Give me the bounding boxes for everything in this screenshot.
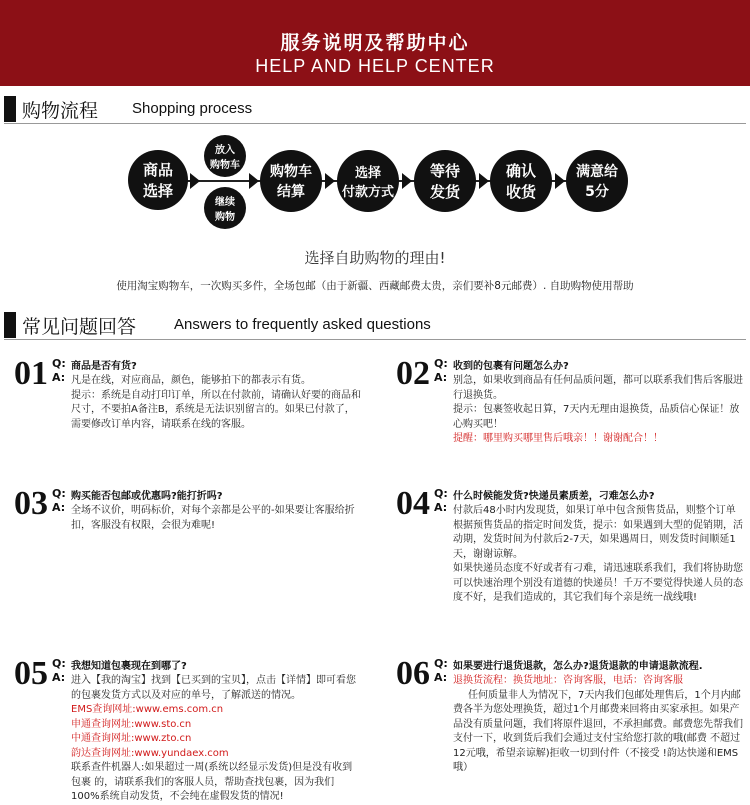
faq-number: 05 (14, 655, 48, 692)
faq-question: 如果要进行退货退款，怎么办?退货退款的申请退款流程. (453, 661, 703, 672)
header-banner (0, 0, 750, 86)
question-label: Q: (52, 487, 66, 500)
faq-number: 06 (396, 655, 430, 692)
answer-label: A: (52, 671, 66, 684)
answer-label: A: (52, 371, 66, 384)
faq-question: 我想知道包裹现在到哪了? (71, 661, 187, 672)
step-choose-payment: 选择 付款方式 (337, 150, 399, 212)
faq-number: 01 (14, 355, 48, 392)
faq-item-04 (396, 487, 741, 627)
banner-title-en: HELP AND HELP CENTER (255, 56, 495, 76)
question-label: Q: (434, 487, 448, 500)
section-marker-bar (4, 312, 16, 338)
return-process-note: 退换货流程：换货地址：咨询客服，电话：咨询客服 (453, 675, 683, 686)
arrow-right-icon (249, 173, 259, 189)
faq-number: 02 (396, 355, 430, 392)
faq-item-01 (14, 357, 359, 457)
faq-question: 商品是否有货? (71, 361, 137, 372)
step-cart-checkout: 购物车 结算 (260, 150, 322, 212)
faq-question: 购买能否包邮或优惠吗?能打折吗? (71, 491, 223, 502)
faq-number: 04 (396, 485, 430, 522)
ems-tracking-link[interactable]: EMS查询网址:www.ems.com.cn (71, 704, 224, 715)
step-continue-shopping: 继续 购物 (204, 187, 246, 229)
question-label: Q: (52, 657, 66, 670)
section-divider (4, 123, 746, 124)
answer-label: A: (434, 371, 448, 384)
zto-tracking-link[interactable]: 中通查询网址:www.zto.cn (71, 733, 192, 744)
faq-answer: 付款后48小时内发现货，如果订单中包含预售货品，则整个订单根据预售货品的指定时间发货，提示：如果遇到大型的促销期，活动期，发货时间为付款后2-7天，如果遇周日，则发货时间顺延1天，谢谢谅解。 如果快递员态度不好或者有刁难，请迅速联系我们，我们将协助您可以快速治理个别没有道德的快递员！千万不要觉得快递人员的态度不好，是我们造成的，其它我们每个亲是统一战线哦! (453, 505, 743, 603)
arrow-right-icon (325, 173, 335, 189)
section-marker-bar (4, 96, 16, 122)
answer-label: A: (434, 501, 448, 514)
faq-answer: 全场不议价，明码标价，对每个亲都是公平的-如果要让客服给折扣，客服没有权限，会很为难呢! (71, 505, 355, 531)
banner-title-cn: 服务说明及帮助中心 (280, 32, 470, 54)
faq-number: 03 (14, 485, 48, 522)
yunda-tracking-link[interactable]: 韵达查询网址:www.yundaex.com (71, 747, 229, 759)
faq-reminder: 提醒：哪里购买哪里售后哦亲！！谢谢配合！！ (453, 433, 663, 444)
reason-title: 选择自助购物的理由! (304, 249, 446, 267)
faq-question: 什么时候能发货?快递员素质差，刁难怎么办? (453, 491, 655, 502)
faq-section-title: 常见问题回答 (22, 316, 137, 338)
arrow-right-icon (402, 173, 412, 189)
faq-answer: 凡是在线，对应商品，颜色，能够拍下的都表示有货。 提示：系统是自动打印订单，所以在付款前，请确认好要的商品和尺寸，不要拍A备注B，系统是无法识别留言的。如果已付款了，需要修改订单内容，请联系在线的客服。 (71, 375, 361, 430)
sto-tracking-link[interactable]: 申通查询网址:www.sto.cn (71, 718, 192, 730)
question-label: Q: (434, 657, 448, 670)
step-add-to-cart: 放入 购物车 (204, 135, 246, 177)
faq-answer: 退换货流程：换货地址：咨询客服，电话：咨询客服 任何质量非人为情况下，7天内我们包邮处理售后，1个月内邮费各半为您处理换货，超过1个月邮费来回将由买家承担。如果产品没有质量问题，我们将原件退回，不承担邮费。邮费您先帮我们支付一下，收到货后我们会通过支付宝给您打款的哦(邮费 不超过12元哦，希望亲谅解)拒收一切到付件（不接受 !韵达快递和EMS哦） (453, 675, 743, 773)
shopping-section-title: 购物流程 (22, 100, 99, 122)
reason-text: 使用淘宝购物车，一次购买多件，全场包邮（由于新疆、西藏邮费太贵，亲们要补8元邮费）. 自助购物使用帮助 (116, 280, 634, 292)
faq-question: 收到的包裹有问题怎么办? (453, 361, 569, 372)
faq-item-03 (14, 487, 359, 557)
shopping-section-subtitle: Shopping process (132, 100, 253, 117)
faq-item-02 (396, 357, 741, 457)
faq-answer: 进入【我的淘宝】找到【已买到的宝贝】，点击【详情】即可看您的包裹发货方式以及对应的单号，了解派送的情况。 EMS查询网址:www.ems.com.cn 申通查询网址:www.sto.cn 中通查询网址:www.zto.cn 韵达查询网址:www.yundaex.com 联系查件机器人:如果超过一周(系统以经显示发货)但是没有收到包裹 的，请联系我们的客服人员，帮助查找包裹，因为我们100%系统自动发货，不会纯在虚假发货的情况! (71, 674, 361, 805)
question-label: Q: (52, 357, 66, 370)
arrow-right-icon (190, 173, 200, 189)
step-five-star-rating: 满意给 5分 (566, 150, 628, 212)
step-wait-shipping: 等待 发货 (414, 150, 476, 212)
step-confirm-receipt: 确认 收货 (490, 150, 552, 212)
faq-section-subtitle: Answers to frequently asked questions (174, 316, 431, 333)
question-label: Q: (434, 357, 448, 370)
arrow-right-icon (479, 173, 489, 189)
faq-item-06 (396, 657, 741, 804)
answer-label: A: (434, 671, 448, 684)
faq-answer: 别急，如果收到商品有任何品质问题，都可以联系我们售后客服进行退换货。 提示：包裹签收起日算，7天内无理由退换货，品质信心保证！放心购买吧！ 提醒：哪里购买哪里售后哦亲！！谢谢配合！！ (453, 374, 743, 447)
faq-item-05 (14, 657, 359, 804)
step-select-goods: 商品 选择 (128, 150, 188, 210)
section-divider (4, 339, 746, 340)
arrow-right-icon (555, 173, 565, 189)
answer-label: A: (52, 501, 66, 514)
